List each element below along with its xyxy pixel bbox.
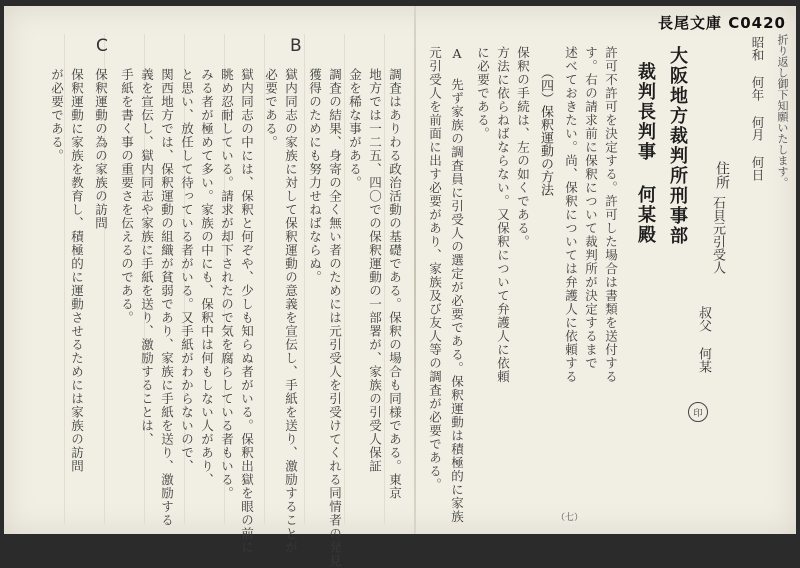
section-c-line: 眺め忍耐している。請求が却下されたので気を腐らしている者もいる。 bbox=[219, 68, 235, 500]
document-sheet bbox=[4, 6, 796, 568]
section-heading: （四）保釈運動の方法 bbox=[538, 66, 553, 196]
point-a-line: 元引受人を前面に出す必要があり、家族及び友人等の調査が必要である。 bbox=[427, 46, 443, 492]
section-b-line: 調査はありわる政治活動の基礎である。保釈の場合も同様である。東京 bbox=[387, 68, 403, 500]
page-fold bbox=[414, 6, 416, 534]
section-c-line: が必要である。 bbox=[49, 68, 65, 163]
section-c-line: みる者が極めて多い。家族の中にも、保釈中は何もしない人があり、 bbox=[199, 68, 215, 487]
section-c-line: 保釈運動に家族を教育し、積極的に運動させるためには家族の訪問 bbox=[69, 68, 85, 473]
top-note: 折り返し御下知願いたします。 bbox=[776, 34, 789, 188]
body-line: す。右の請求前に保釈について裁判所が決定するまで bbox=[583, 46, 599, 370]
body-line: 方法に依らねばならない。又保釈について弁護人に依頼 bbox=[495, 46, 511, 384]
sender-line: 叔父 何某 bbox=[696, 306, 711, 373]
page-marker: （七） bbox=[556, 513, 584, 523]
seal-stamp: 印 bbox=[688, 402, 708, 422]
ruled-line bbox=[304, 34, 305, 524]
date-line: 昭和 何年 何月 何日 bbox=[750, 36, 765, 181]
office-line: 住所 bbox=[714, 161, 730, 189]
section-b-line: 調査の結果、身寄の全く無い者のためには元引受人を引受けてくれる同情者の発見 bbox=[327, 68, 343, 568]
section-letter-b: B bbox=[290, 36, 302, 56]
section-b-line: 必要である。 bbox=[263, 68, 279, 149]
section-c-line: 獄内同志の中には、保釈と何ぞや、少しも知らぬ者がいる。保釈出獄を眼の前に bbox=[239, 68, 255, 554]
defendant-signature: 石貝元引受人 bbox=[710, 196, 725, 274]
section-b-line: 地方では一二五、四〇での保釈運動の一部署が、家族の引受人保証 bbox=[367, 68, 383, 473]
archive-stamp: 長尾文庫 C0420 bbox=[658, 14, 786, 32]
court-name: 大阪地方裁判所刑事部 bbox=[667, 46, 688, 246]
section-b-line: 獲得のためにも努力せねばならぬ。 bbox=[307, 68, 323, 284]
section-c-line: 義を宣伝し、獄内同志や家族に手紙を送り、激励することは、 bbox=[139, 68, 155, 446]
section-c-line: と思い、放任して待っている者がいる。又手紙がわからないので、 bbox=[179, 68, 195, 473]
section-c-line: 手紙を書く事の重要さを伝えるのである。 bbox=[119, 68, 135, 325]
point-a-line: A 先ず家族の調査員に引受人の選定が必要である。保釈運動は積極的に家族 bbox=[449, 46, 465, 524]
section-b-line: 金を稀な事がある。 bbox=[347, 68, 363, 190]
body-line: 許可不許可を決定する。許可した場合は書類を送付する bbox=[603, 46, 619, 384]
section-b-line: 獄内同志の家族に対して保釈運動の意義を宣伝し、手紙を送り、激励することが bbox=[283, 68, 299, 554]
body-line: 述べておきたい。尚、保釈については弁護人に依頼する bbox=[563, 46, 579, 384]
ruled-line bbox=[384, 34, 385, 524]
section-letter-c: C bbox=[96, 36, 108, 56]
ruled-line bbox=[344, 34, 345, 524]
section-c-line: 関西地方では、保釈運動の組織が貧弱であり、家族に手紙を送り、激励する bbox=[159, 68, 175, 527]
body-line: 保釈の手続は、左の如くである。 bbox=[515, 46, 531, 249]
body-line: に必要である。 bbox=[475, 46, 491, 141]
section-c-line: 保釈運動の為の家族の訪問 bbox=[93, 68, 109, 230]
judge-line: 裁判長判事 何某殿 bbox=[635, 62, 656, 245]
